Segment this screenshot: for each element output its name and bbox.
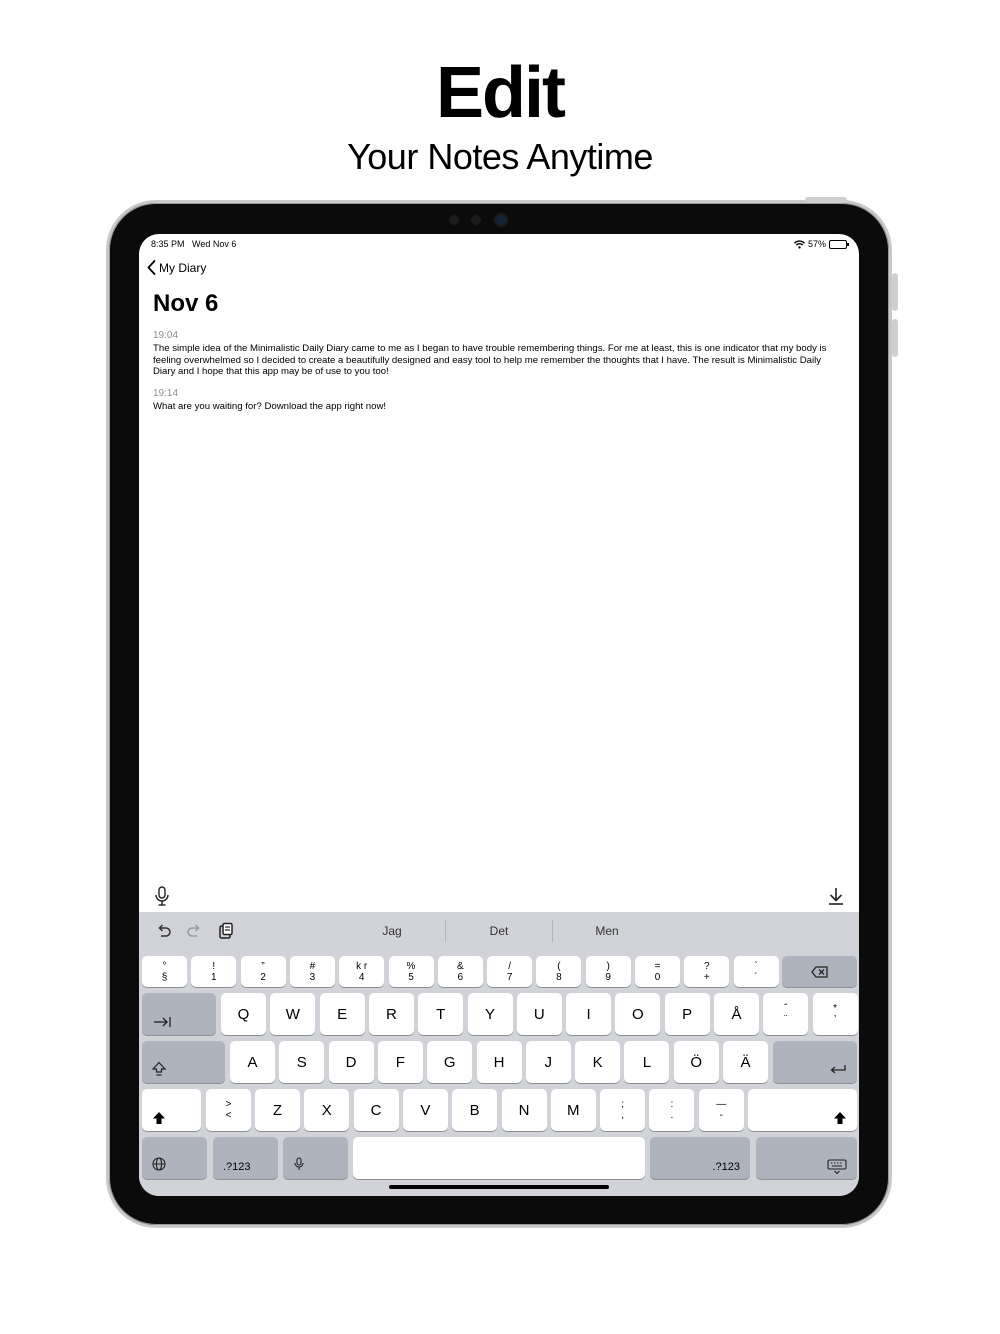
dictation-button[interactable] [153,886,171,906]
caps-lock-icon [151,1061,167,1077]
entry-text[interactable]: What are you waiting for? Download the app right now! [153,401,387,412]
camera-lens [496,215,506,225]
key-label: Q [237,1005,250,1023]
key-label: C [370,1101,382,1119]
key-symbol[interactable] [206,1089,251,1131]
key-number-4[interactable] [339,956,384,987]
key-symbol[interactable] [600,1089,645,1131]
right-shift-key[interactable] [748,1089,857,1131]
key-number-8[interactable] [536,956,581,987]
suggestion-divider [445,920,446,942]
key-letter[interactable] [255,1089,300,1131]
key-label: K [592,1053,603,1071]
diary-entry[interactable] [153,388,843,413]
caps-lock-key[interactable] [142,1041,225,1083]
key-letter[interactable] [477,1041,522,1083]
home-indicator [389,1185,609,1189]
key-bottom-label: + [703,971,710,983]
key-top-label: : [670,1099,674,1110]
suggestion-divider [552,920,553,942]
delete-key[interactable] [782,956,857,987]
key-letter[interactable] [624,1041,669,1083]
diary-entry[interactable] [153,330,843,378]
key-top-label: * [833,1003,838,1014]
space-bar[interactable] [353,1137,645,1179]
key-letter[interactable] [714,993,759,1035]
key-top-label: % [406,960,416,972]
key-number-7[interactable] [487,956,532,987]
key-bottom-label: 9 [605,971,611,983]
battery-icon [829,240,847,249]
key-bottom-label: ¨ [784,1014,788,1025]
suggestion-3[interactable]: Men [595,924,619,938]
key-letter[interactable] [665,993,710,1035]
key-label: Ä [740,1053,751,1071]
key-label: P [682,1005,693,1023]
key-label: S [296,1053,307,1071]
key-top-label: # [309,960,316,972]
key-bottom-label: 2 [260,971,266,983]
headline: Edit [436,53,564,133]
microphone-icon [293,1157,305,1171]
top-button [805,197,847,203]
key-label: Ö [690,1053,703,1071]
key-top-label: ` [754,960,758,972]
delete-icon [811,966,829,978]
key-symbol[interactable] [649,1089,694,1131]
key-label: F [395,1053,405,1071]
key-letter[interactable] [378,1041,423,1083]
key-top-label: ) [606,960,610,972]
back-label: My Diary [159,260,207,275]
key-label: A [247,1053,258,1071]
key-letter[interactable] [526,1041,571,1083]
key-number-0[interactable] [142,956,187,987]
chevron-left-icon [147,260,156,275]
key-letter[interactable] [369,993,414,1035]
key-bottom-label: 1 [211,971,217,983]
save-download-button[interactable] [827,886,845,906]
key-label: L [642,1053,652,1071]
key-top-label: ( [557,960,561,972]
key-bottom-label: 5 [408,971,414,983]
key-label: U [533,1005,545,1023]
key-top-label: ; [621,1099,624,1110]
keyboard-dictation-key[interactable] [283,1137,348,1179]
status-indicators [794,239,847,249]
return-icon [829,1064,847,1076]
key-top-label: ! [212,960,216,972]
key-top-label: & [456,960,464,972]
key-top-label: ° [162,960,167,972]
left-shift-key[interactable] [142,1089,201,1131]
key-bottom-label: ´ [754,971,758,983]
key-letter[interactable] [403,1089,448,1131]
key-bottom-label: , [621,1110,624,1121]
key-label: O [632,1005,644,1023]
microphone-icon [153,886,171,906]
key-bottom-label: - [719,1110,723,1121]
key-letter[interactable] [674,1041,719,1083]
suggestion-1[interactable]: Jag [382,924,402,938]
key-number-3[interactable] [290,956,335,987]
back-button[interactable] [147,260,206,275]
key-top-label: > [225,1099,232,1110]
entry-time: 19:04 [153,330,179,341]
key-letter[interactable] [221,993,266,1035]
key-label: .?123 [223,1161,251,1173]
key-bottom-label: § [161,971,168,983]
status-date: Wed Nov 6 [192,239,237,249]
key-letter[interactable] [270,993,315,1035]
tab-icon [152,1015,172,1029]
key-label: B [469,1101,480,1119]
sensor-dot [449,215,459,225]
key-label: N [518,1101,530,1119]
key-top-label: = [654,960,661,972]
key-bottom-label: 7 [506,971,513,983]
key-top-label: — [716,1099,727,1110]
key-bottom-label: 8 [556,971,562,983]
return-key[interactable] [773,1041,857,1083]
numeric-mode-key-left[interactable] [213,1137,278,1179]
key-letter[interactable] [615,993,660,1035]
key-label: .?123 [712,1161,740,1173]
key-label: H [493,1053,505,1071]
key-label: W [285,1005,300,1023]
suggestion-bar [139,912,859,950]
globe-icon [152,1157,166,1171]
key-label: Z [272,1101,283,1119]
paste-icon[interactable] [217,922,235,940]
shift-icon [152,1111,166,1125]
key-letter[interactable] [427,1041,472,1083]
key-top-label: ” [261,960,265,972]
key-label: M [567,1101,580,1119]
key-number-9[interactable] [586,956,631,987]
key-letter[interactable] [329,1041,374,1083]
onscreen-keyboard [139,912,859,1196]
status-time: 8:35 PM [151,239,185,249]
key-letter[interactable] [230,1041,275,1083]
key-letter[interactable] [320,993,365,1035]
key-bottom-label: 4 [358,971,365,983]
entry-time: 19:14 [153,388,179,399]
key-bottom-label: 6 [457,971,464,983]
shift-icon [833,1111,847,1125]
key-letter[interactable] [279,1041,324,1083]
status-bar [151,239,847,251]
key-bottom-label: . [670,1110,674,1121]
key-number-10[interactable] [635,956,680,987]
volume-up-button [892,273,898,311]
battery-percent: 57% [807,239,826,249]
keyboard-dismiss-icon [827,1159,847,1175]
key-label: J [544,1053,553,1071]
key-label: R [385,1005,397,1023]
key-top-label: / [508,960,511,972]
subheadline: Your Notes Anytime [347,136,653,177]
key-label: Y [484,1005,495,1023]
download-icon [827,886,845,906]
key-bottom-label: < [225,1110,232,1121]
key-label: Å [731,1005,742,1023]
wifi-icon [794,240,805,249]
key-label: V [420,1101,431,1119]
key-letter[interactable] [502,1089,547,1131]
key-bottom-label: 3 [309,971,316,983]
entry-text[interactable]: The simple idea of the Minimalistic Daily Diary came to me as I began to have trouble remembering things. For me at least, this is one indicator that my body is feeling overwhelmed so I decided to create a beautifully designed and easy tool to help me remember the thoughts that I have. The result is Minimalistic Daily Diary and I hope that this app may be of use to you too! [153,343,827,378]
key-letter[interactable] [354,1089,399,1131]
key-top-label: k r [356,960,368,972]
redo-icon[interactable] [185,922,203,940]
globe-key[interactable] [142,1137,207,1179]
undo-icon[interactable] [155,922,173,940]
key-label: X [321,1101,332,1119]
key-label: D [345,1053,357,1071]
key-symbol[interactable] [763,993,808,1035]
key-letter[interactable] [304,1089,349,1131]
tab-key[interactable] [142,993,216,1035]
ipad-device-frame [106,200,892,1228]
page-title: Nov 6 [153,290,219,317]
key-top-label: ? [704,960,710,972]
key-label: I [586,1005,591,1023]
key-number-2[interactable] [241,956,286,987]
key-bottom-label: 0 [654,971,661,983]
key-symbol[interactable] [813,993,858,1035]
key-label: E [337,1005,348,1023]
key-number-12[interactable] [734,956,779,987]
key-letter[interactable] [517,993,562,1035]
key-number-1[interactable] [191,956,236,987]
key-top-label: ˆ [784,1003,788,1014]
key-letter[interactable] [418,993,463,1035]
key-bottom-label: ’ [833,1014,837,1025]
key-label: G [443,1053,456,1071]
key-letter[interactable] [452,1089,497,1131]
volume-down-button [892,319,898,357]
key-letter[interactable] [468,993,513,1035]
key-number-11[interactable] [684,956,729,987]
key-letter[interactable] [723,1041,768,1083]
screen [139,234,859,1196]
key-letter[interactable] [575,1041,620,1083]
key-symbol[interactable] [699,1089,744,1131]
key-label: T [436,1005,446,1023]
key-number-5[interactable] [389,956,434,987]
numeric-mode-key-right[interactable] [650,1137,750,1179]
key-number-6[interactable] [438,956,483,987]
key-letter[interactable] [566,993,611,1035]
hide-keyboard-key[interactable] [756,1137,857,1179]
key-letter[interactable] [551,1089,596,1131]
sensor-dot [471,215,481,225]
suggestion-2[interactable]: Det [489,924,509,938]
